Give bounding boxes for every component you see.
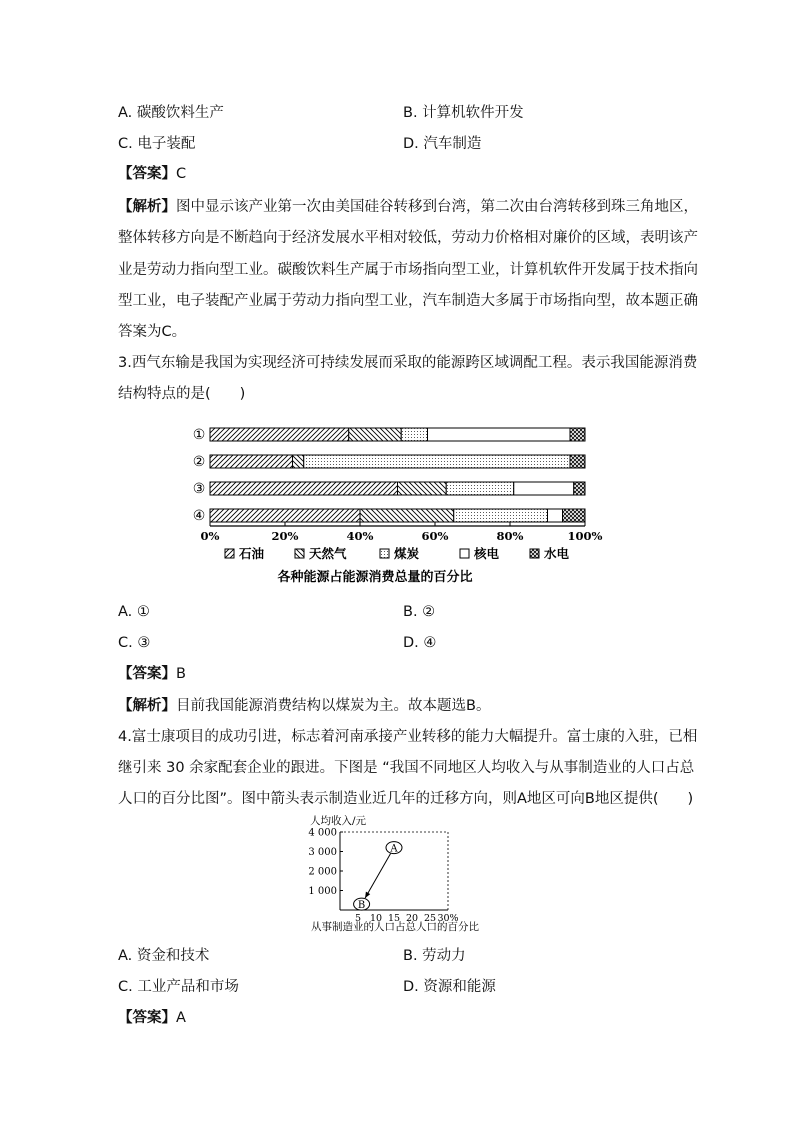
legend-swatch xyxy=(460,549,469,558)
x-tick-label: 20% xyxy=(271,529,299,543)
q2-explain-line-2: 整体转移方向是不断趋向于经济发展水平相对较低，劳动力价格相对廉价的区域，表明该产 xyxy=(118,230,698,246)
x-tick-label: 0% xyxy=(200,529,220,543)
x-tick-label: 60% xyxy=(421,529,449,543)
bar-segment xyxy=(210,428,349,441)
y-tick-label: 3 000 xyxy=(308,847,337,858)
x-tick-label: 10 xyxy=(369,913,383,924)
q2-option-d: D. 汽车制造 xyxy=(403,136,482,152)
legend-label: 煤炭 xyxy=(394,546,420,561)
point-label: A xyxy=(390,843,398,855)
q4-option-d: D. 资源和能源 xyxy=(403,979,496,995)
q3-option-b: B. ② xyxy=(403,604,436,620)
q4-option-b: B. 劳动力 xyxy=(403,948,466,964)
bar-segment xyxy=(398,482,447,495)
legend-label: 天然气 xyxy=(309,546,347,561)
legend-swatch xyxy=(295,549,304,558)
bar-segment xyxy=(428,428,571,441)
bar-segment xyxy=(360,509,454,522)
q2-option-a: A. 碳酸饮料生产 xyxy=(118,105,224,121)
q3-stem-line-2: 结构特点的是( ) xyxy=(118,386,246,402)
row-label: ① xyxy=(192,427,206,443)
bar-segment xyxy=(563,509,586,522)
chart2-ylabel: 人均收入/元 xyxy=(310,815,367,827)
x-tick-label: 5 xyxy=(354,913,362,924)
legend-label: 石油 xyxy=(239,546,265,561)
legend-swatch xyxy=(530,549,539,558)
bar-segment xyxy=(304,455,570,468)
q4-option-c: C. 工业产品和市场 xyxy=(118,979,239,995)
x-tick-label: 20 xyxy=(405,913,419,924)
x-tick-label: 40% xyxy=(346,529,374,543)
row-label: ② xyxy=(192,454,206,470)
x-tick-label: 25 xyxy=(423,913,437,924)
bar-segment xyxy=(570,428,585,441)
bar-segment xyxy=(210,509,360,522)
q2-explain-line-4: 型工业，电子装配产业属于劳动力指向型工业，汽车制造大多属于市场指向型，故本题正确 xyxy=(118,293,698,309)
bar-segment xyxy=(574,482,585,495)
q4-option-a: A. 资金和技术 xyxy=(118,948,210,964)
x-tick-label: 30% xyxy=(437,913,459,924)
chart-caption: 各种能源占能源消费总量的百分比 xyxy=(277,570,473,585)
income-manufacturing-chart xyxy=(300,812,500,937)
bar-segment xyxy=(454,509,548,522)
q2-explain-line-3: 业是劳动力指向型工业。碳酸饮料生产属于市场指向型工业，计算机软件开发属于技术指向 xyxy=(118,262,698,278)
x-tick-label: 100% xyxy=(567,529,603,543)
q3-option-d: D. ④ xyxy=(403,635,437,651)
q2-option-b: B. 计算机软件开发 xyxy=(403,105,524,121)
bar-segment xyxy=(349,428,402,441)
migration-arrow xyxy=(365,854,390,898)
bar-segment xyxy=(514,482,574,495)
y-tick-label: 2 000 xyxy=(308,866,337,878)
bar-segment xyxy=(210,482,398,495)
y-tick-label: 4 000 xyxy=(308,827,337,839)
bar-segment xyxy=(570,455,585,468)
energy-structure-chart xyxy=(185,418,615,593)
legend-swatch xyxy=(225,549,234,558)
q3-answer: 【答案】B xyxy=(118,666,186,682)
bar-segment xyxy=(401,428,427,441)
q2-explain-line-1: 【解析】图中显示该产业第一次由美国硅谷转移到台湾，第二次由台湾转移到珠三角地区， xyxy=(118,199,698,215)
row-label: ④ xyxy=(192,508,206,524)
q2-explain-line-5: 答案为C。 xyxy=(118,324,187,340)
x-tick-label: 15 xyxy=(387,913,401,924)
x-tick-label: 80% xyxy=(496,529,524,543)
bar-segment xyxy=(210,455,293,468)
q3-stem-line-1: 3.西气东输是我国为实现经济可持续发展而采取的能源跨区域调配工程。表示我国能源消费 xyxy=(118,355,698,371)
q3-option-a: A. ① xyxy=(118,604,150,620)
q3-explain: 【解析】目前我国能源消费结构以煤炭为主。故本题选B。 xyxy=(118,698,491,714)
q4-stem-line-2: 继引来 30 余家配套企业的跟进。下图是 “我国不同地区人均收入与从事制造业的人口占总 xyxy=(118,760,695,776)
q2-option-c: C. 电子装配 xyxy=(118,136,196,152)
bar-segment xyxy=(548,509,563,522)
point-label: B xyxy=(357,900,366,912)
legend-swatch xyxy=(380,549,389,558)
legend-label: 水电 xyxy=(544,546,570,561)
chart2-xlabel: 从事制造业的人口占总人口的百分比 xyxy=(311,921,479,933)
q4-answer: 【答案】A xyxy=(118,1010,186,1026)
bar-segment xyxy=(293,455,304,468)
q2-answer: 【答案】C xyxy=(118,166,187,182)
legend-label: 核电 xyxy=(474,546,500,561)
q4-stem-line-1: 4.富士康项目的成功引进，标志着河南承接产业转移的能力大幅提升。富士康的入驻，已相 xyxy=(118,729,698,745)
bar-segment xyxy=(446,482,514,495)
y-tick-label: 1 000 xyxy=(308,886,337,897)
q4-stem-line-3: 人口的百分比图”。图中箭头表示制造业近几年的迁移方向，则A地区可向B地区提供( ) xyxy=(118,791,694,807)
q3-option-c: C. ③ xyxy=(118,635,151,651)
row-label: ③ xyxy=(192,481,206,497)
